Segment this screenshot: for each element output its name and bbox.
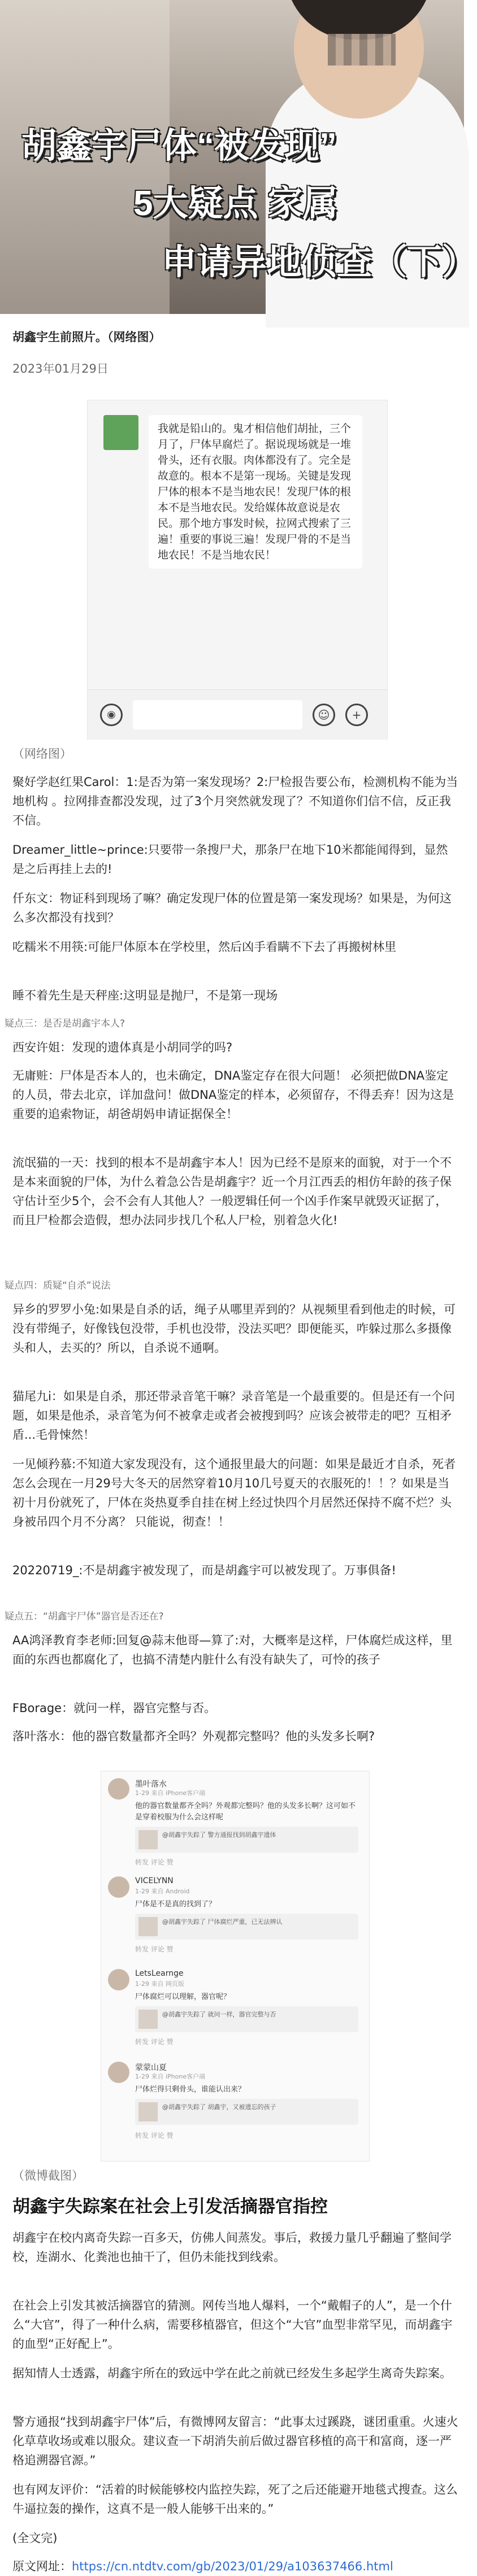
avatar bbox=[108, 1876, 129, 1898]
doubt-4-heading: 疑点四：质疑“自杀”说法 bbox=[5, 1280, 111, 1291]
plus-icon: + bbox=[345, 704, 368, 726]
weibo-post-text: 尸体腐烂可以理解，器官呢？ bbox=[135, 1993, 231, 2001]
avatar bbox=[108, 1969, 129, 1990]
weibo-user-name: 墨叶落水 bbox=[135, 1780, 167, 1789]
weibo-post-meta: 1-29 来自 Android bbox=[135, 1888, 190, 1895]
comment-p13: AA鸿泽教育李老师:回复@蒜末他哥—算了:对，大概率是这样，尸体腐烂成这样，里面的东西也都腐化了，也搞不清楚内脏什么有没有缺失了，可怜的孩子 bbox=[12, 1634, 453, 1666]
weibo-post-actions: 转发 评论 赞 bbox=[135, 2038, 174, 2046]
weibo-post-text: 尸体烂得只剩骨头，谁能认出来？ bbox=[135, 2085, 246, 2094]
weibo-post bbox=[108, 2062, 362, 2152]
chat-input-field bbox=[133, 700, 302, 730]
comment-p2: Dreamer_little~prince:只要带一条搜尸犬，那条尸在地下10米都能闻得到，显然是之后再挂上去的! bbox=[12, 843, 448, 876]
weibo-user-name: VICELYNN bbox=[135, 1876, 174, 1885]
body-p20: 也有网友评价：“活着的时候能够校内监控失踪，死了之后还能避开地毯式搜查。这么牛逼拉轰的操作，这真不是一般人能够干出来的。” bbox=[12, 2483, 458, 2516]
comment-p5: 睡不着先生是天秤座:这明显是抛尸，不是第一现场 bbox=[12, 989, 278, 1002]
weibo-screenshot bbox=[101, 1771, 370, 2162]
quote-thumbnail bbox=[138, 1917, 158, 1936]
weibo-user-name: LetsLearnge bbox=[135, 1969, 184, 1978]
weibo-quote-text: @胡鑫宇失踪了 尸体腐烂严重，已无法辨认 bbox=[162, 1918, 283, 1926]
hero-title-line1: 胡鑫宇尸体“被发现” bbox=[21, 126, 337, 165]
weibo-post-actions: 转发 评论 赞 bbox=[135, 1945, 174, 1953]
weibo-quote-text: @胡鑫宇失踪了 警方通报找到胡鑫宇遗体 bbox=[162, 1831, 276, 1839]
comment-p8: 流氓猫的一天：找到的根本不是胡鑫宇本人！因为已经不是原来的面貌，对于一个不是本来面貌的尸体，为什么着急公告是胡鑫宇？近一个月江西丢的相仿年龄的孩子保守估计至少5个，会不会有人其他人？一般逻辑任何一个凶手作案早就毁灭证据了，而且尸检都会造假，想办法同步找几个私人尸检，别着急火化! bbox=[12, 1156, 452, 1227]
weibo-quote-text: @胡鑫宇失踪了 就问一样，器官完整与否 bbox=[162, 2011, 276, 2018]
body-p16: 胡鑫宇在校内离奇失踪一百多天，仿佛人间蒸发。事后，救援力量几乎翻遍了整间学校，连湖水、化粪池也抽干了，但仍未能找到线索。 bbox=[12, 2231, 452, 2264]
comment-p3: 仟东文：物证科到现场了嘛？确定发现尸体的位置是第一案发现场？如果是，为何这么多次都没有找到？ bbox=[12, 892, 452, 924]
comment-p10: 猫尾九i：如果是自杀，那还带录音笔干嘛？录音笔是一个最重要的。但是还有一个问题，如果是他杀，录音笔为何不被拿走或者会被搜到吗？应该会被带走的吧？互相矛盾...毛骨悚然！ bbox=[12, 1390, 455, 1442]
doubt-3-heading: 疑点三：是否是胡鑫宇本人? bbox=[5, 1018, 125, 1029]
photo-caption: 胡鑫宇生前照片。（网络图） bbox=[12, 330, 161, 344]
weibo-quote bbox=[135, 2099, 358, 2125]
weibo-post-meta: 1-29 来自 iPhone客户端 bbox=[135, 2073, 206, 2080]
avatar bbox=[108, 1778, 129, 1800]
article-date: 2023年01月29日 bbox=[12, 362, 109, 376]
doubt-5-heading: 疑点五：“胡鑫宇尸体”器官是否还在? bbox=[5, 1611, 164, 1622]
body-p18: 据知情人士透露，胡鑫宇所在的致远中学在此之前就已经发生多起学生离奇失踪案。 bbox=[12, 2367, 452, 2380]
end-mark: (全文完) bbox=[12, 2531, 58, 2545]
comment-p1: 聚好学赵红果Carol：1:是否为第一案发现场？2:尸检报告要公布，检测机构不能为当地机构 。拉网排查都没发现，过了3个月突然就发现了？不知道你们信不信，反正我不信。 bbox=[12, 775, 458, 827]
chat-screenshot bbox=[87, 400, 388, 740]
weibo-quote-text: @胡鑫宇失踪了 胡鑫宇，又被遗忘的孩子 bbox=[162, 2103, 276, 2111]
weibo-post-actions: 转发 评论 赞 bbox=[135, 2132, 174, 2140]
comment-p15: 落叶落水：他的器官数量都齐全吗？外观都完整吗？他的头发多长啊? bbox=[12, 1730, 375, 1743]
weibo-post-text: 尸体是不是真的找到了？ bbox=[135, 1900, 216, 1909]
source-url-line bbox=[12, 2557, 459, 2576]
chat-message-bubble: 我就是铅山的。鬼才相信他们胡扯，三个月了，尸体早腐烂了。据说现场就是一堆骨头，还有衣服。肉体都没有了。完全是故意的。根本不是第一现场。关键是发现尸体的根本不是当地农民！发现尸体的根本不是当地农民。发给媒体故意说是农民。那个地方事发时候，拉网式搜索了三遍！重要的事说三遍！发现尸骨的不是当地农民！不是当地农民！ bbox=[149, 415, 362, 569]
weibo-user-name: 蒙蒙山夏 bbox=[135, 2063, 167, 2072]
hero-face-mosaic bbox=[328, 34, 396, 66]
voice-icon: ◉ bbox=[100, 704, 123, 726]
hero-title-line3: 申请异地侦查（下） bbox=[162, 243, 477, 282]
comment-p9: 异乡的罗罗小兔:如果是自杀的话，绳子从哪里弄到的？从视频里看到他走的时候，可没有带绳子，好像钱包没带，手机也没带，没法买吧？即便能买，咋躲过那么多摄像头和人，去买的？所以，自杀说不通啊。 bbox=[12, 1303, 456, 1355]
comment-p7: 无庸赃：尸体是否本人的，也未确定，DNA鉴定存在很大问题！ 必须把做DNA鉴定的人员，带去北京，详加盘问！做DNA鉴定的样本，必须留存，不得丢弃！因为这是重要的追索物证，胡爸胡妈申请证据保全！ bbox=[12, 1069, 454, 1121]
comment-p6: 西安许姐：发现的遗体真是小胡同学的吗? bbox=[12, 1041, 233, 1054]
source-url-link[interactable]: https://cn.ntdtv.com/gb/2023/01/29/a103637466.html bbox=[72, 2560, 393, 2573]
weibo-quote bbox=[135, 1914, 358, 1940]
chat-avatar bbox=[103, 415, 138, 450]
weibo-post bbox=[108, 1876, 362, 1961]
weibo-quote bbox=[135, 2006, 358, 2032]
weibo-post bbox=[108, 1969, 362, 2054]
emoji-icon: ☺ bbox=[313, 704, 335, 726]
weibo-post-text: 他的器官数量都齐全吗？外观都完整吗？他的头发多长啊？这可如不是穿着校服为什么会这样呢 bbox=[135, 1802, 356, 1822]
section-heading: 胡鑫宇失踪案在社会上引发活摘器官指控 bbox=[12, 2197, 328, 2217]
weibo-post-meta: 1-29 来自 网页版 bbox=[135, 1980, 184, 1988]
hero-title-line2: 5大疑点 家属 bbox=[133, 184, 338, 223]
avatar bbox=[108, 2062, 129, 2083]
comment-p4: 吃糯米不用筷:可能尸体原本在学校里，然后凶手看瞒不下去了再搬树林里 bbox=[12, 940, 397, 954]
comment-p12: 20220719_:不是胡鑫宇被发现了，而是胡鑫宇可以被发现了。万事俱备! bbox=[12, 1564, 396, 1577]
quote-thumbnail bbox=[138, 2010, 158, 2029]
chat-input-bar bbox=[88, 689, 387, 740]
comment-p14: FBorage：就问一样，器官完整与否。 bbox=[12, 1701, 216, 1715]
quote-thumbnail bbox=[138, 2102, 158, 2121]
comment-p11: 一见倾矜慕:不知道大家发现没有，这个通报里最大的问题：如果是最近才自杀，死者怎么会现在一月29号大冬天的居然穿着10月10几号夏天的衣服死的！！？如果是当初十月份就死了，尸体在炎热夏季自挂在树上经过快四个月居然还保持不腐不烂？头身被吊四个月不分离？ 只能说，彻查！！ bbox=[12, 1457, 456, 1529]
body-p19: 警方通报“找到胡鑫宇尸体”后，有微博网友留言：“此事太过蹊跷，谜团重重。火速火化草草收场或难以服众。建议查一下胡消失前后做过器官移植的高干和富商，逐一严格追溯器官源。” bbox=[12, 2415, 458, 2467]
weibo-post-actions: 转发 评论 赞 bbox=[135, 1858, 174, 1866]
net-caption: （网络图） bbox=[12, 747, 72, 761]
weibo-quote bbox=[135, 1827, 358, 1853]
weibo-caption: （微博截图） bbox=[12, 2169, 84, 2182]
weibo-post bbox=[108, 1778, 362, 1868]
source-url-label: 原文网址： bbox=[12, 2560, 72, 2573]
quote-thumbnail bbox=[138, 1830, 158, 1849]
body-p17: 在社会上引发其被活摘器官的猜测。网传当地人爆料，一个“戴帽子的人”，是一个什么“大官”，得了一种什么病，需要移植器官，但这个“大官”血型非常罕见，而胡鑫宇的血型“正好配上”。 bbox=[12, 2299, 453, 2351]
hero-image bbox=[0, 0, 477, 314]
weibo-post-meta: 1-29 来自 iPhone客户端 bbox=[135, 1789, 206, 1797]
